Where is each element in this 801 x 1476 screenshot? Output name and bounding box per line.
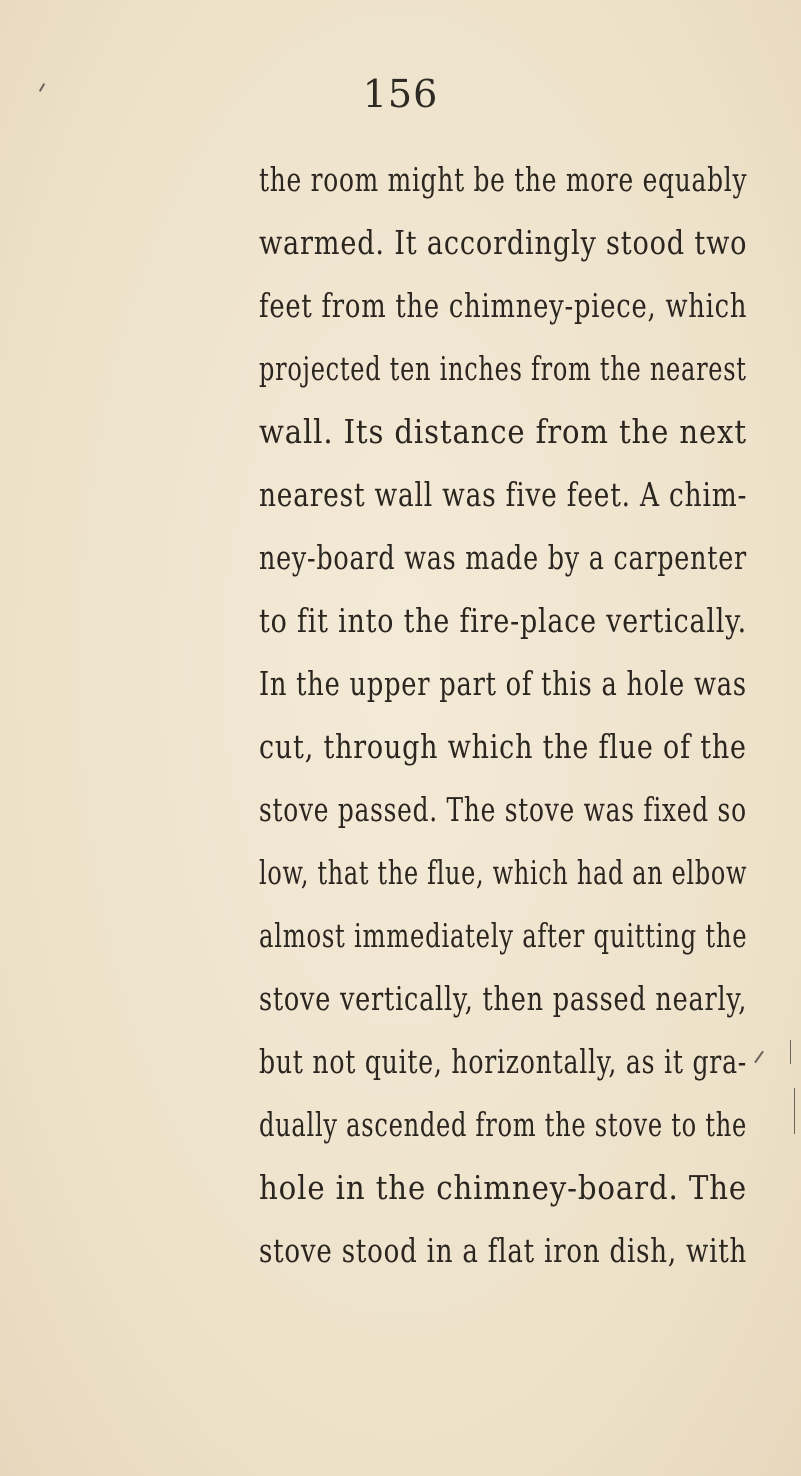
text-line: but not quite, horizontally, as it gra- — [259, 1042, 748, 1081]
text-line: feet from the chimney-piece, which — [259, 286, 748, 325]
scan-mark — [790, 1040, 791, 1064]
page-number: 156 — [362, 72, 439, 116]
text-line: the room might be the more equably — [259, 160, 748, 199]
text-line: stove stood in a flat iron dish, with — [259, 1231, 748, 1270]
text-line: low, that the flue, which had an elbow — [259, 853, 748, 892]
scan-mark — [794, 1088, 795, 1134]
text-line: wall. Its distance from the next — [259, 412, 747, 451]
text-line: stove passed. The stove was fixed so — [259, 790, 747, 829]
text-line: cut, through which the flue of the — [259, 727, 747, 766]
text-line: to fit into the fire-place vertically. — [259, 601, 747, 640]
text-line: ney-board was made by a carpenter — [259, 538, 747, 577]
text-line: warmed. It accordingly stood two — [259, 223, 748, 262]
text-line: hole in the chimney-board. The — [259, 1168, 748, 1207]
text-line: stove vertically, then passed nearly, — [259, 979, 748, 1018]
scan-mark — [754, 1051, 764, 1064]
text-line: nearest wall was five feet. A chim- — [259, 475, 748, 514]
text-line: In the upper part of this a hole was — [259, 664, 747, 703]
text-line: almost immediately after quitting the — [259, 916, 748, 955]
text-line: projected ten inches from the nearest — [259, 349, 747, 388]
text-line: dually ascended from the stove to the — [259, 1105, 747, 1144]
